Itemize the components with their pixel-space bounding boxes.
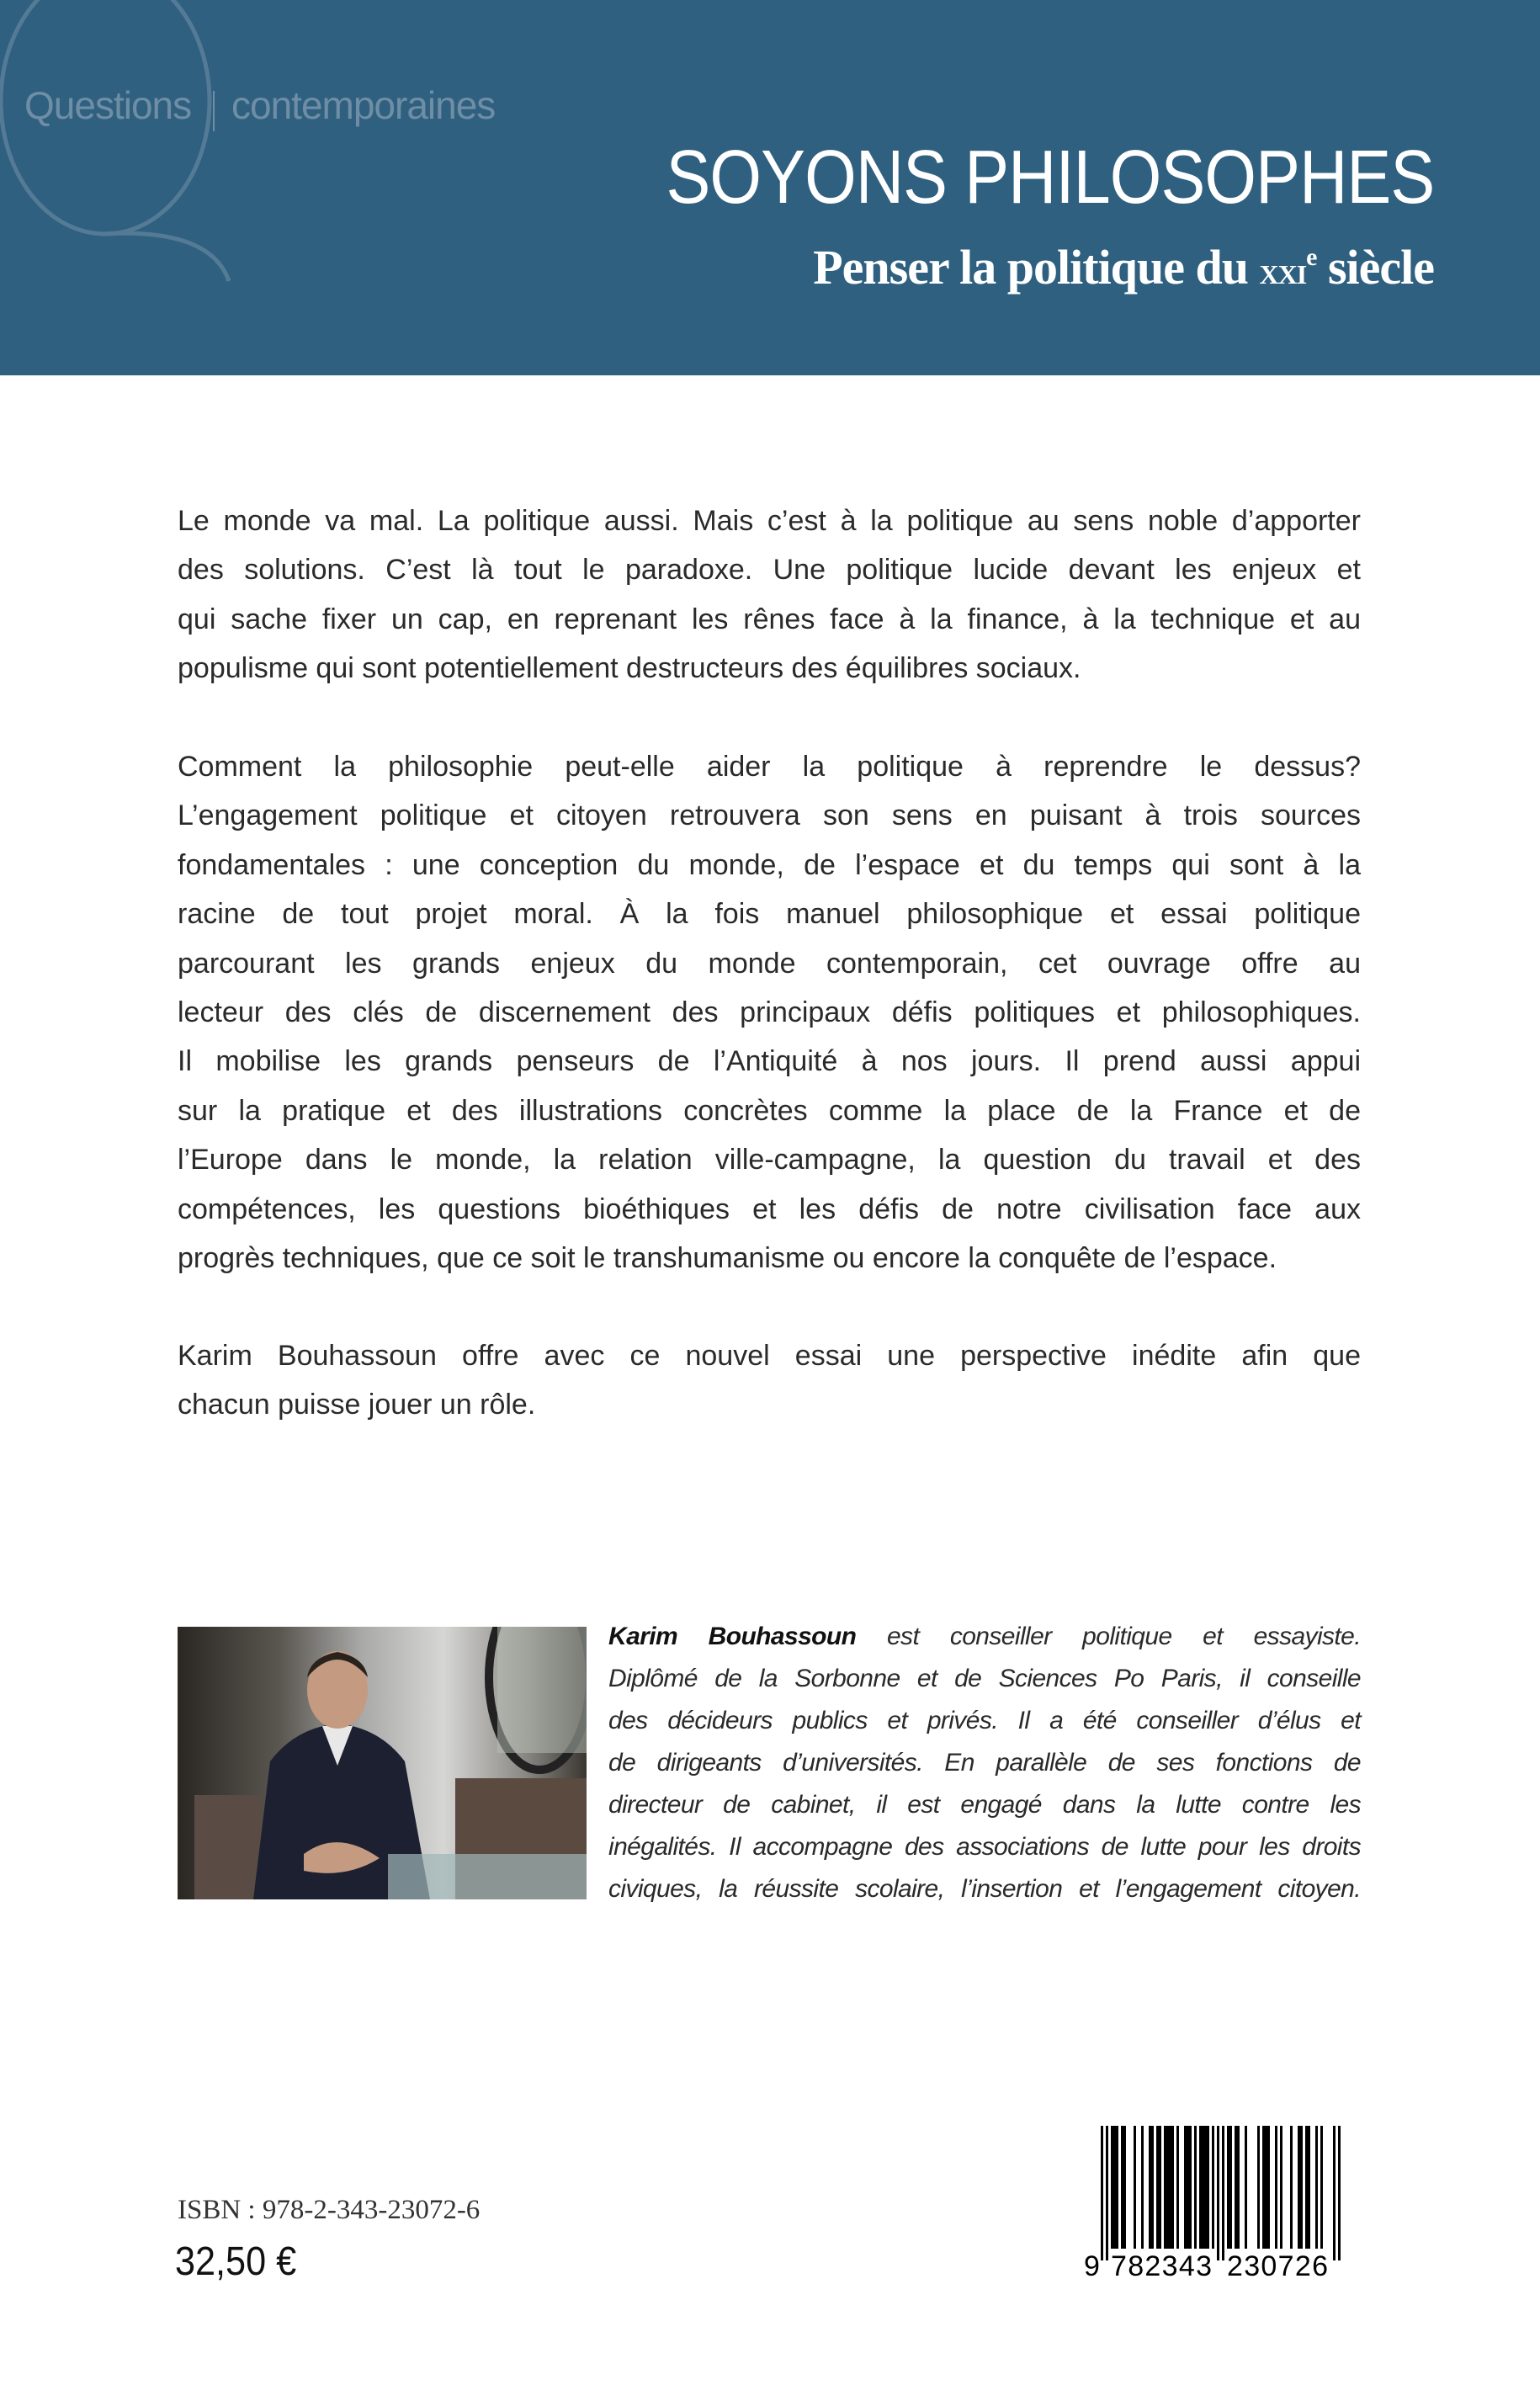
barcode-digits: 230726 xyxy=(1227,2250,1328,2281)
author-name: Karim Bouhassoun xyxy=(608,1623,857,1650)
barcode-bar xyxy=(1235,2126,1237,2249)
barcode-bar xyxy=(1227,2126,1229,2249)
barcode-bar xyxy=(1106,2126,1108,2260)
barcode-bar xyxy=(1267,2126,1270,2249)
barcode-bar xyxy=(1333,2126,1336,2260)
barcode-bar xyxy=(1184,2126,1187,2249)
q-logo-icon xyxy=(0,0,252,303)
barcode-bar xyxy=(1171,2126,1174,2249)
barcode-bar xyxy=(1156,2126,1159,2249)
barcode-bar xyxy=(1187,2126,1189,2249)
barcode-bar xyxy=(1308,2126,1310,2249)
bio-line: inégalités. Il accompagne des associations de lutte pour les droits xyxy=(608,1833,1361,1861)
barcode-bar xyxy=(1151,2126,1154,2249)
author-bio xyxy=(608,1616,1361,1910)
barcode-bar xyxy=(1212,2126,1214,2249)
blurb-paragraph-1 xyxy=(178,497,1361,693)
price: 32,50 € xyxy=(175,2239,297,2284)
blurb-line: L’engagement politique et citoyen retrouvera son sens en puisant à trois sources xyxy=(178,799,1361,832)
barcode-bar xyxy=(1204,2126,1207,2249)
blurb-line: qui sache fixer un cap, en reprenant les rênes face à la finance, à la technique et au xyxy=(178,603,1361,635)
bio-line xyxy=(608,1616,1361,1658)
barcode-bar xyxy=(1229,2126,1232,2249)
blurb-line: parcourant les grands enjeux du monde contemporain, cet ouvrage offre au xyxy=(178,947,1361,980)
barcode-bar xyxy=(1176,2126,1179,2249)
barcode-bar xyxy=(1166,2126,1169,2249)
blurb-line: Comment la philosophie peut-elle aider la politique à reprendre le dessus? xyxy=(178,751,1361,783)
barcode-bar xyxy=(1149,2126,1151,2249)
barcode-bar xyxy=(1298,2126,1300,2249)
barcode-bar xyxy=(1265,2126,1267,2249)
barcode-bar xyxy=(1121,2126,1123,2249)
blurb-line: fondamentales : une conception du monde, de l’espace et du temps qui sont à la xyxy=(178,848,1361,881)
barcode-bar xyxy=(1315,2126,1318,2249)
blurb-line: chacun puisse jouer un rôle. xyxy=(178,1389,536,1421)
barcode-bar xyxy=(1113,2126,1116,2249)
barcode-bar xyxy=(1116,2126,1118,2249)
subtitle-text-end: siècle xyxy=(1316,240,1434,295)
barcode-bar xyxy=(1222,2126,1224,2260)
blurb-line: lecteur des clés de discernement des principaux défis politiques et philosophiques. xyxy=(178,996,1361,1028)
barcode-digits: 9 xyxy=(1084,2250,1100,2281)
bio-text: est conseiller politique et essayiste. xyxy=(856,1623,1361,1650)
blurb-line: Le monde va mal. La politique aussi. Mais c’est à la politique au sens noble d’apporter xyxy=(178,505,1361,537)
bio-line: de dirigeants d’universités. En parallèle de ses fonctions de xyxy=(608,1749,1361,1777)
blurb-line: Karim Bouhassoun offre avec ce nouvel essai une perspective inédite afin que xyxy=(178,1340,1361,1372)
bio-line: directeur de cabinet, il est engagé dans la lutte contre les xyxy=(608,1791,1361,1819)
author-portrait-icon xyxy=(178,1627,587,1899)
barcode-bar xyxy=(1237,2126,1240,2249)
barcode-bar xyxy=(1169,2126,1171,2249)
blurb-line: Il mobilise les grands penseurs de l’Antiquité à nos jours. Il prend aussi appui xyxy=(178,1045,1361,1078)
bio-line: civiques, la réussite scolaire, l’insertion et l’engagement citoyen. xyxy=(608,1875,1361,1903)
barcode-bar xyxy=(1159,2126,1161,2249)
series-name-part1: Questions xyxy=(24,83,192,127)
blurb-paragraph-3 xyxy=(178,1331,1361,1430)
barcode-bar xyxy=(1189,2126,1192,2249)
subtitle-century: xxi xyxy=(1259,249,1307,292)
barcode-bar xyxy=(1164,2126,1166,2249)
barcode-bar xyxy=(1275,2126,1277,2249)
subtitle-sup: e xyxy=(1306,243,1317,271)
series-divider xyxy=(213,91,215,131)
blurb-line: racine de tout projet moral. À la fois manuel philosophique et essai politique xyxy=(178,898,1361,931)
subtitle-text: Penser la politique du xyxy=(813,240,1260,295)
barcode-bar xyxy=(1300,2126,1303,2249)
barcode-bar xyxy=(1217,2126,1219,2260)
barcode-bar xyxy=(1141,2126,1144,2249)
barcode-bar xyxy=(1245,2126,1247,2249)
blurb-line: l’Europe dans le monde, la relation ville-campagne, la question du travail et des xyxy=(178,1144,1361,1177)
blurb-line: compétences, les questions bioéthiques et les défis de notre civilisation face aux xyxy=(178,1192,1361,1225)
book-subtitle xyxy=(813,239,1434,295)
barcode-digits: 782343 xyxy=(1111,2250,1212,2281)
barcode-bar xyxy=(1101,2126,1103,2260)
cover-header xyxy=(0,0,1540,375)
barcode-bar xyxy=(1202,2126,1204,2249)
blurb-line: sur la pratique et des illustrations concrètes comme la place de la France et de xyxy=(178,1094,1361,1127)
barcode-bar xyxy=(1207,2126,1209,2249)
blurb-line: populisme qui sont potentiellement destructeurs des équilibres sociaux. xyxy=(178,652,1081,685)
barcode-bar xyxy=(1199,2126,1202,2249)
barcode-bar xyxy=(1123,2126,1126,2249)
barcode-bar xyxy=(1280,2126,1282,2249)
barcode-bar xyxy=(1134,2126,1136,2249)
barcode-bar xyxy=(1320,2126,1323,2249)
bio-line: des décideurs publics et privés. Il a été conseiller d’élus et xyxy=(608,1707,1361,1734)
series-name-part2: contemporaines xyxy=(231,83,496,127)
barcode-bar xyxy=(1194,2126,1197,2249)
bio-line: Diplômé de la Sorbonne et de Sciences Po Paris, il conseille xyxy=(608,1665,1361,1692)
blurb-line: progrès techniques, que ce soit le transhumanisme ou encore la conquête de l’espace. xyxy=(178,1241,1277,1274)
barcode-bar xyxy=(1290,2126,1293,2249)
book-title: SOYONS PHILOSOPHES xyxy=(666,135,1434,220)
barcode-bar xyxy=(1111,2126,1113,2249)
barcode-icon xyxy=(1082,2126,1368,2281)
author-photo xyxy=(178,1627,587,1899)
blurb-paragraph-2 xyxy=(178,742,1361,1283)
barcode-bar xyxy=(1257,2126,1260,2249)
barcode-bar xyxy=(1338,2126,1341,2260)
blurb-line: des solutions. C’est là tout le paradoxe. Une politique lucide devant les enjeux et xyxy=(178,554,1361,587)
isbn: ISBN : 978-2-343-23072-6 xyxy=(178,2195,481,2225)
barcode-bar xyxy=(1262,2126,1265,2249)
barcode-bar xyxy=(1305,2126,1308,2249)
